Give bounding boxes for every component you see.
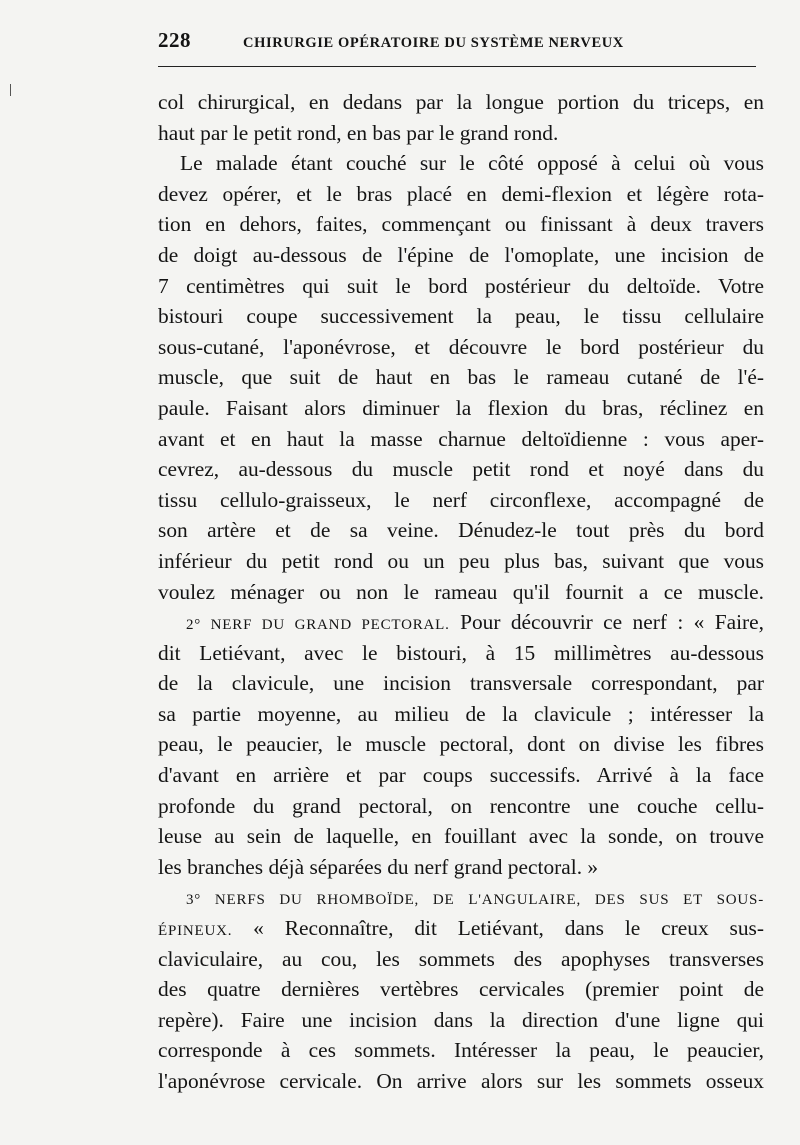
text-line: corresponde à ces sommets. Intéresser la peau, le peaucier, xyxy=(158,1038,764,1063)
text-line: peau, le peaucier, le muscle pectoral, dont on divise les fibres xyxy=(158,732,764,757)
section-3-heading: 3° NERFS DU RHOMBOÏDE, DE L'ANGULAIRE, DES SUS ET SOUS- xyxy=(186,892,764,909)
text-line: les branches déjà séparées du nerf grand pectoral. » xyxy=(158,854,599,879)
text-line: voulez ménager ou non le rameau qu'il fournit a ce muscle. xyxy=(158,579,764,604)
text-line: inférieur du petit rond ou un peu plus bas, suivant que vous xyxy=(158,548,764,573)
section-2-first-text: Pour découvrir ce nerf : « Faire, xyxy=(449,610,764,635)
running-header xyxy=(158,28,760,54)
text-line: cevrez, au-dessous du muscle petit rond et noyé dans du xyxy=(158,457,764,482)
text-line: de la clavicule, une incision transversale correspondant, par xyxy=(158,671,764,696)
section-3-second-line xyxy=(158,913,764,944)
section-3-first-text: « Reconnaître, dit Letiévant, dans le creux sus- xyxy=(232,916,764,941)
text-line: repère). Faire une incision dans la direction d'une ligne qui xyxy=(158,1007,764,1032)
body-text xyxy=(158,87,764,1097)
page-number: 228 xyxy=(158,28,191,52)
text-line: son artère et de sa veine. Dénudez-le tout près du bord xyxy=(158,518,764,543)
text-line: leuse au sein de laquelle, en fouillant avec la sonde, on trouve xyxy=(158,824,764,849)
text-line: avant et en haut la masse charnue deltoïdienne : vous aper- xyxy=(158,426,764,451)
header-rule xyxy=(158,66,756,67)
section-2-first-line xyxy=(158,607,764,638)
running-title: CHIRURGIE OPÉRATOIRE DU SYSTÈME NERVEUX xyxy=(243,35,624,51)
text-line: profonde du grand pectoral, on rencontre une couche cellu- xyxy=(158,793,764,818)
text-line: tion en dehors, faites, commençant ou finissant à deux travers xyxy=(158,212,764,237)
text-line: paule. Faisant alors diminuer la flexion du bras, réclinez en xyxy=(158,395,764,420)
text-line: sous-cutané, l'aponévrose, et découvre le bord postérieur du xyxy=(158,334,764,359)
text-line: de doigt au-dessous de l'épine de l'omoplate, une incision de xyxy=(158,242,764,267)
text-line: devez opérer, et le bras placé en demi-flexion et légère rota- xyxy=(158,181,764,206)
section-3-heading-end: ÉPINEUX. xyxy=(158,923,233,940)
text-line: tissu cellulo-graisseux, le nerf circonflexe, accompagné de xyxy=(158,487,764,512)
text-line: bistouri coupe successivement la peau, le tissu cellulaire xyxy=(158,304,764,329)
text-line: muscle, que suit de haut en bas le rameau cutané de l'é- xyxy=(158,365,764,390)
text-line: haut par le petit rond, en bas par le grand rond. xyxy=(158,120,559,145)
margin-mark xyxy=(10,84,11,96)
text-line: Le malade étant couché sur le côté opposé à celui où vous xyxy=(180,151,764,176)
text-line: col chirurgical, en dedans par la longue portion du triceps, en xyxy=(158,90,764,114)
section-2-heading: 2° NERF DU GRAND PECTORAL. xyxy=(186,617,450,634)
text-line: dit Letiévant, avec le bistouri, à 15 millimètres au-dessous xyxy=(158,640,764,665)
text-line: l'aponévrose cervicale. On arrive alors sur les sommets osseux xyxy=(158,1069,764,1093)
section-3-heading-line xyxy=(158,882,764,913)
text-line: des quatre dernières vertèbres cervicales (premier point de xyxy=(158,977,764,1002)
text-line: 7 centimètres qui suit le bord postérieur du deltoïde. Votre xyxy=(158,273,764,298)
text-line: sa partie moyenne, au milieu de la clavicule ; intéresser la xyxy=(158,701,764,726)
text-line: d'avant en arrière et par coups successifs. Arrivé à la face xyxy=(158,763,764,788)
text-line: claviculaire, au cou, les sommets des apophyses transverses xyxy=(158,946,764,971)
